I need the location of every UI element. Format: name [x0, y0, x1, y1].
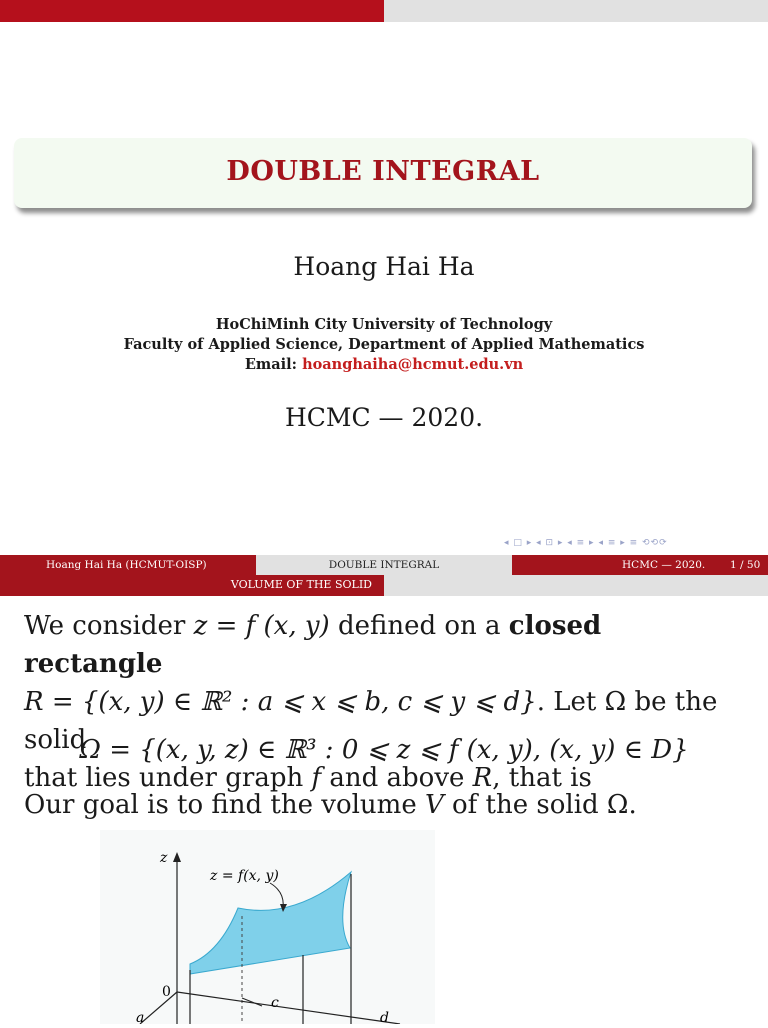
d-label: d	[380, 1010, 389, 1024]
text: and above	[321, 763, 473, 793]
author-name: Hoang Hai Ha	[293, 252, 475, 281]
text: defined on a	[329, 611, 509, 641]
text: , that is	[492, 763, 592, 793]
z-label: z	[160, 850, 168, 866]
footer	[0, 555, 768, 575]
math-z-f: z = f (x, y)	[193, 611, 330, 641]
section-header-right	[384, 575, 768, 596]
slide-body	[24, 607, 744, 797]
text: that lies under graph	[24, 763, 312, 793]
origin-label: 0	[162, 984, 171, 1000]
text: . Let Ω be the solid	[24, 687, 718, 755]
email-label: Email:	[244, 356, 297, 373]
institution-block	[0, 315, 768, 375]
math-V: V	[424, 790, 444, 820]
slide-title: DOUBLE INTEGRAL	[226, 156, 540, 187]
footer-author: Hoang Hai Ha (HCMUT-OISP)	[46, 559, 207, 571]
progress-remaining	[384, 0, 768, 22]
institution: HoChiMinh City University of Technology	[215, 316, 553, 333]
section-title: VOLUME OF THE SOLID	[230, 578, 372, 591]
progress-filled	[0, 0, 384, 22]
omega-definition: Ω = {(x, y, z) ∈ ℝ³ : 0 ⩽ z ⩽ f (x, y), (x, y) ∈ D}	[79, 735, 689, 765]
goal-line	[24, 790, 637, 820]
date: HCMC — 2020.	[284, 403, 484, 432]
math-f: f	[311, 763, 322, 793]
title-box	[14, 138, 752, 208]
c-label: c	[271, 995, 279, 1011]
text: Our goal is to find the volume	[24, 790, 425, 820]
surface-label: z = f(x, y)	[210, 868, 279, 884]
figure-svg	[100, 830, 435, 1024]
footer-title: DOUBLE INTEGRAL	[256, 555, 512, 575]
email-line	[0, 355, 768, 375]
math-R-def: R = {(x, y) ∈ ℝ² : a ⩽ x ⩽ b, c ⩽ y ⩽ d}	[24, 687, 537, 717]
body-line-1	[24, 607, 744, 683]
footer-page: 1 / 50	[730, 559, 761, 571]
math-R: R	[472, 763, 493, 793]
email-link[interactable]: hoanghaiha@hcmut.edu.vn	[302, 356, 524, 373]
beamer-navigation-icons[interactable]: ◂ □ ▸ ◂ ⊡ ▸ ◂ ≡ ▸ ◂ ≡ ▸ ≡ ⟲⟲⟳	[504, 538, 668, 548]
footer-author-cell	[0, 555, 256, 575]
footer-date: HCMC — 2020.	[622, 559, 706, 571]
top-progress-bar	[0, 0, 768, 22]
footer-date-cell	[512, 555, 768, 575]
text: We consider	[24, 611, 194, 641]
solid-figure	[100, 830, 435, 1024]
a-label: a	[136, 1010, 145, 1024]
faculty: Faculty of Applied Science, Department of Applied Mathematics	[123, 336, 645, 353]
section-header	[0, 575, 768, 596]
bold-closed-rectangle: closed rectangle	[24, 611, 602, 679]
text: of the solid Ω.	[443, 790, 637, 820]
display-equation	[0, 735, 768, 765]
